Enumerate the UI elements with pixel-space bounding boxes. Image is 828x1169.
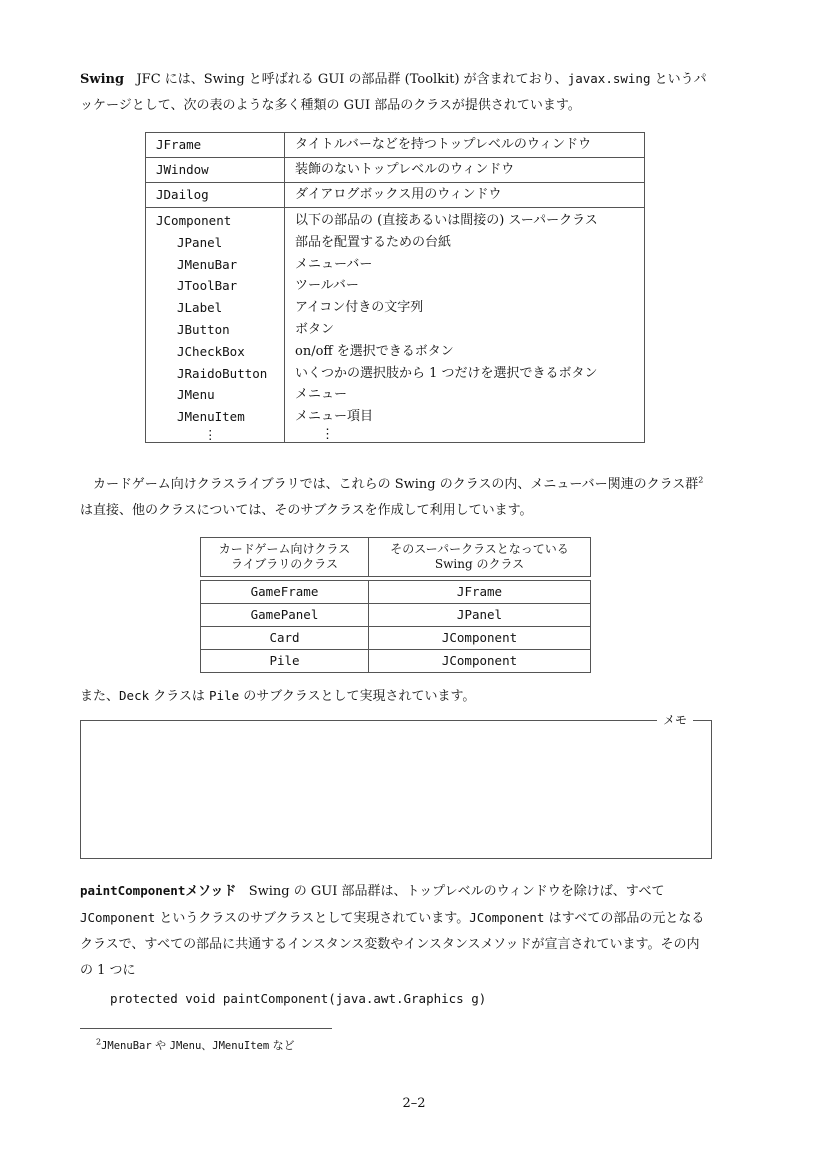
subclass-desc: メニュー項目 [295, 409, 374, 425]
subclass-name: JPanel [177, 234, 223, 250]
swing-text-1: JFC には、Swing と呼ばれる GUI の部品群 (Toolkit) が含まれており、 [136, 72, 568, 87]
subclass-desc: メニューバー [295, 256, 373, 272]
subclass-name: JButton [177, 321, 230, 337]
mapping-row [201, 627, 591, 650]
swing-paragraph [80, 66, 712, 119]
subclass-name: JLabel [177, 300, 223, 316]
footnote-text-1: や [151, 1039, 170, 1052]
deck-code-1: Deck [119, 688, 150, 703]
class-desc-cell: タイトルバーなどを持つトップレベルのウィンドウ [285, 133, 645, 158]
page-number: 2–2 [402, 1096, 426, 1111]
class-desc-cell: ダイアログボックス用のウィンドウ [285, 183, 645, 208]
footnote-code-1: JMenuBar [101, 1040, 152, 1052]
subclass-name: JMenu [177, 387, 215, 403]
swing-class-cell: JComponent [369, 650, 591, 673]
subclass-name: JRaidoButton [177, 365, 268, 381]
mapping-header-right-line-2: Swing のクラス [434, 557, 525, 571]
subclass-desc: on/off を選択できるボタン [295, 343, 454, 359]
class-desc-cell: 装飾のないトップレベルのウィンドウ [285, 158, 645, 183]
footnote-mark: 2 [96, 1037, 102, 1047]
class-table-row [146, 158, 645, 183]
swing-class-cell: JFrame [369, 581, 591, 604]
library-class-cell: Card [201, 627, 369, 650]
ellipsis-names: ⋮ [204, 426, 217, 442]
subclass-desc: いくつかの選択肢から 1 つだけを選択できるボタン [295, 365, 598, 381]
library-class-cell: Pile [201, 650, 369, 673]
class-name-cell: JWindow [146, 158, 285, 183]
ellipsis-descs: ⋮ [321, 426, 334, 442]
class-name-cell: JFrame [146, 133, 285, 158]
mapping-header-left-line-1: カードゲーム向けクラス [218, 542, 351, 556]
footnote [96, 1037, 295, 1055]
swing-code-1: javax.swing [567, 71, 651, 86]
mapping-row [201, 650, 591, 673]
subclass-desc: アイコン付きの文字列 [295, 300, 424, 316]
subclass-name: JCheckBox [177, 343, 245, 359]
swing-text-2: というパッケージとして、次の表のような多く種類の GUI 部品のクラスが提供されています。 [80, 72, 707, 113]
swing-heading: Swing [80, 72, 125, 87]
mapping-header-left-line-2: ライブラリのクラス [231, 557, 338, 571]
footnote-text-2: 、 [201, 1039, 213, 1052]
library-class-cell: GamePanel [201, 604, 369, 627]
class-table-row [146, 183, 645, 208]
swing-class-cell: JComponent [369, 627, 591, 650]
swing-class-cell: JPanel [369, 604, 591, 627]
footnote-rule [80, 1028, 332, 1029]
paint-heading [80, 884, 236, 899]
subclass-name: JMenuBar [177, 256, 238, 272]
footnote-code-3: JMenuItem [212, 1040, 270, 1052]
paint-code-2: JComponent [469, 910, 545, 925]
paint-paragraph [80, 878, 712, 984]
memo-box[interactable] [80, 713, 712, 859]
mapping-row [201, 604, 591, 627]
card-paragraph [80, 472, 712, 524]
class-desc: 以下の部品の (直接あるいは間接の) スーパークラス [295, 213, 598, 228]
deck-text-3: のサブクラスとして実現されています。 [239, 689, 476, 704]
subclass-name: JMenuItem [177, 409, 245, 425]
paint-text-1: Swing の GUI 部品群は、トップレベルのウィンドウを除けば、すべて [248, 884, 665, 899]
mapping-header-right-line-1: そのスーパークラスとなっている [390, 542, 569, 556]
class-group-names [146, 208, 285, 443]
memo-label: メモ [657, 711, 693, 729]
footnote-ref[interactable]: 2 [698, 475, 704, 485]
mapping-header-row [201, 538, 591, 577]
subclass-desc: ツールバー [295, 278, 359, 294]
mapping-row [201, 581, 591, 604]
class-table-row [146, 133, 645, 158]
deck-code-2: Pile [209, 688, 240, 703]
deck-text-1: また、 [80, 689, 120, 704]
paint-heading-code: paintComponent [80, 883, 186, 898]
subclass-desc: ボタン [295, 321, 335, 337]
class-table [145, 132, 645, 443]
mapping-header-left [201, 538, 369, 577]
class-table-group-row [146, 208, 645, 443]
subclass-desc: 部品を配置するための台紙 [295, 234, 452, 250]
subclass-name: JToolBar [177, 278, 238, 294]
mapping-header-right [369, 538, 591, 577]
library-class-cell: GameFrame [201, 581, 369, 604]
footnote-code-2: JMenu [169, 1040, 202, 1052]
subclass-desc: メニュー [295, 387, 348, 403]
mapping-table [200, 537, 591, 673]
class-name: JComponent [156, 213, 232, 228]
class-name-cell: JDailog [146, 183, 285, 208]
code-line: protected void paintComponent(java.awt.Graphics g) [110, 991, 487, 1006]
footnote-text-3: など [269, 1039, 295, 1052]
paint-code-1: JComponent [80, 910, 156, 925]
class-group-descs [285, 208, 645, 443]
deck-line [80, 683, 712, 710]
card-text-2: は直接、他のクラスについては、そのサブクラスを作成して利用しています。 [80, 503, 533, 518]
paint-heading-text: メソッド [185, 884, 237, 899]
card-text-1: カードゲーム向けクラスライブラリでは、これらの Swing のクラスの内、メニューバー関連のクラス群 [93, 477, 699, 492]
deck-text-2: クラスは [149, 689, 209, 704]
paint-text-2: というクラスのサブクラスとして実現されています。 [155, 911, 470, 926]
paint-text-3: はすべての部品の元となるクラスで、すべての部品に共通するインスタンス変数やインスタンスメソッドが宣言されています。その内の 1 つに [80, 911, 705, 978]
